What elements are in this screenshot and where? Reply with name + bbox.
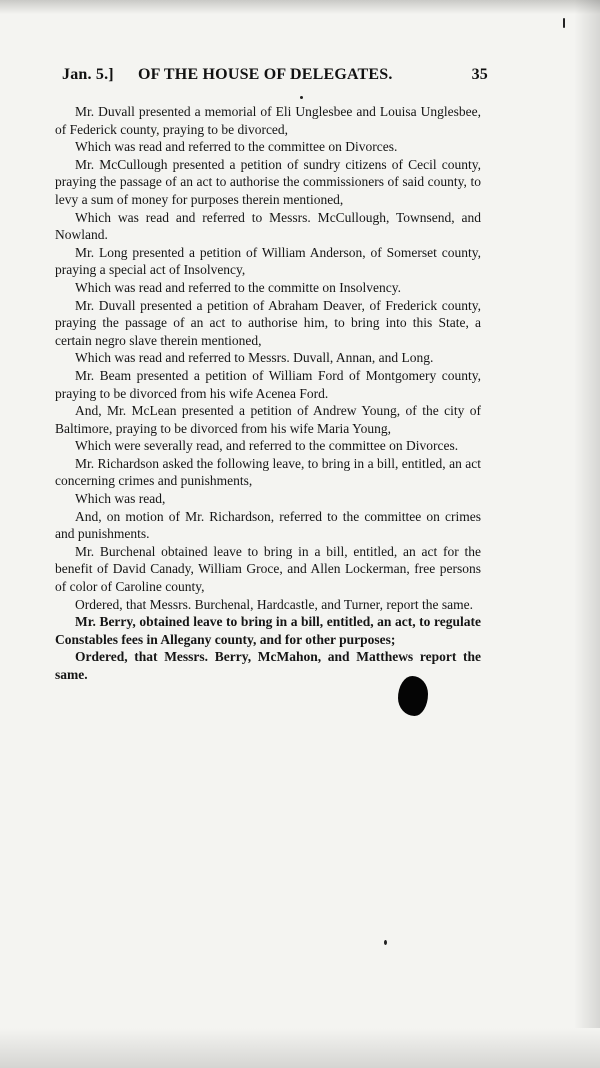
paragraph-deaver-petition: Mr. Duvall presented a petition of Abraham Deaver, of Frederick county, praying the passage of an act to authorise him, to bring into this State, a certain negro slave therein mentioned, — [55, 297, 481, 348]
paragraph-burchenal-order: Ordered, that Messrs. Burchenal, Hardcastle, and Turner, report the same. — [75, 596, 473, 612]
ink-speck — [563, 18, 565, 28]
paragraph-long-petition: Mr. Long presented a petition of William Anderson, of Somerset county, praying a special act of Insolvency, — [55, 244, 481, 278]
paragraph-deaver-referral: Which was read and referred to Messrs. Duvall, Annan, and Long. — [75, 350, 434, 366]
paragraph-richardson-leave: Mr. Richardson asked the following leave, to bring in a bill, entitled, an act concerning crimes and punishments, — [55, 455, 481, 489]
page-number: 35 — [471, 66, 488, 83]
paragraph-mclean-petition: And, Mr. McLean presented a petition of Andrew Young, of the city of Baltimore, praying to be divorced from his wife Maria Young, — [55, 403, 481, 436]
paragraph-read: Which was read, — [75, 491, 166, 507]
paragraph-mccullough-referral: Which was read and referred to Messrs. McCullough, Townsend, and Nowland. — [55, 209, 481, 243]
paragraph-burchenal-leave: Mr. Burchenal obtained leave to bring in a bill, entitled, an act for the benefit of David Canady, William Groce, and Allen Lockerman, free persons of color of Caroline county, — [55, 543, 481, 595]
header-title: OF THE HOUSE OF DELEGATES. — [138, 66, 393, 83]
ink-blot — [398, 676, 428, 716]
paragraph-berry-leave: Mr. Berry, obtained leave to bring in a bill, entitled, an act, to regulate Constables fees in Allegany county, and for other purposes; — [55, 614, 481, 647]
scan-edge-bottom — [0, 1028, 600, 1068]
journal-body — [55, 103, 481, 684]
paragraph-richardson-motion: And, on motion of Mr. Richardson, referred to the committee on crimes and punishments. — [55, 508, 481, 542]
paragraph-beam-petition: Mr. Beam presented a petition of William Ford of Montgomery county, praying to be divorced from his wife Acenea Ford. — [55, 367, 481, 401]
ink-speck — [300, 96, 303, 99]
running-header — [62, 66, 488, 92]
page-fold-shadow — [574, 0, 600, 1068]
paragraph-insolvency-referral: Which was read and referred to the committe on Insolvency. — [75, 279, 401, 295]
paragraph-divorce-referral: Which was read and referred to the committee on Divorces. — [75, 139, 398, 155]
scan-edge-top — [0, 0, 600, 14]
header-date: Jan. 5.] — [62, 66, 114, 83]
paragraph-mccullough-petition: Mr. McCullough presented a petition of sundry citizens of Cecil county, praying the passage of an act to authorise the commissioners of said county, to levy a sum of money for purposes therein mentioned, — [55, 156, 481, 207]
ink-speck — [384, 940, 387, 945]
paragraph-divorces-referral: Which were severally read, and referred to the committee on Divorces. — [75, 438, 459, 454]
paragraph-duvall-memorial: Mr. Duvall presented a memorial of Eli Unglesbee and Louisa Unglesbee, of Federick county, praying to be divorced, — [55, 104, 481, 137]
paragraph-berry-order: Ordered, that Messrs. Berry, McMahon, and Matthews report the same. — [55, 649, 481, 682]
